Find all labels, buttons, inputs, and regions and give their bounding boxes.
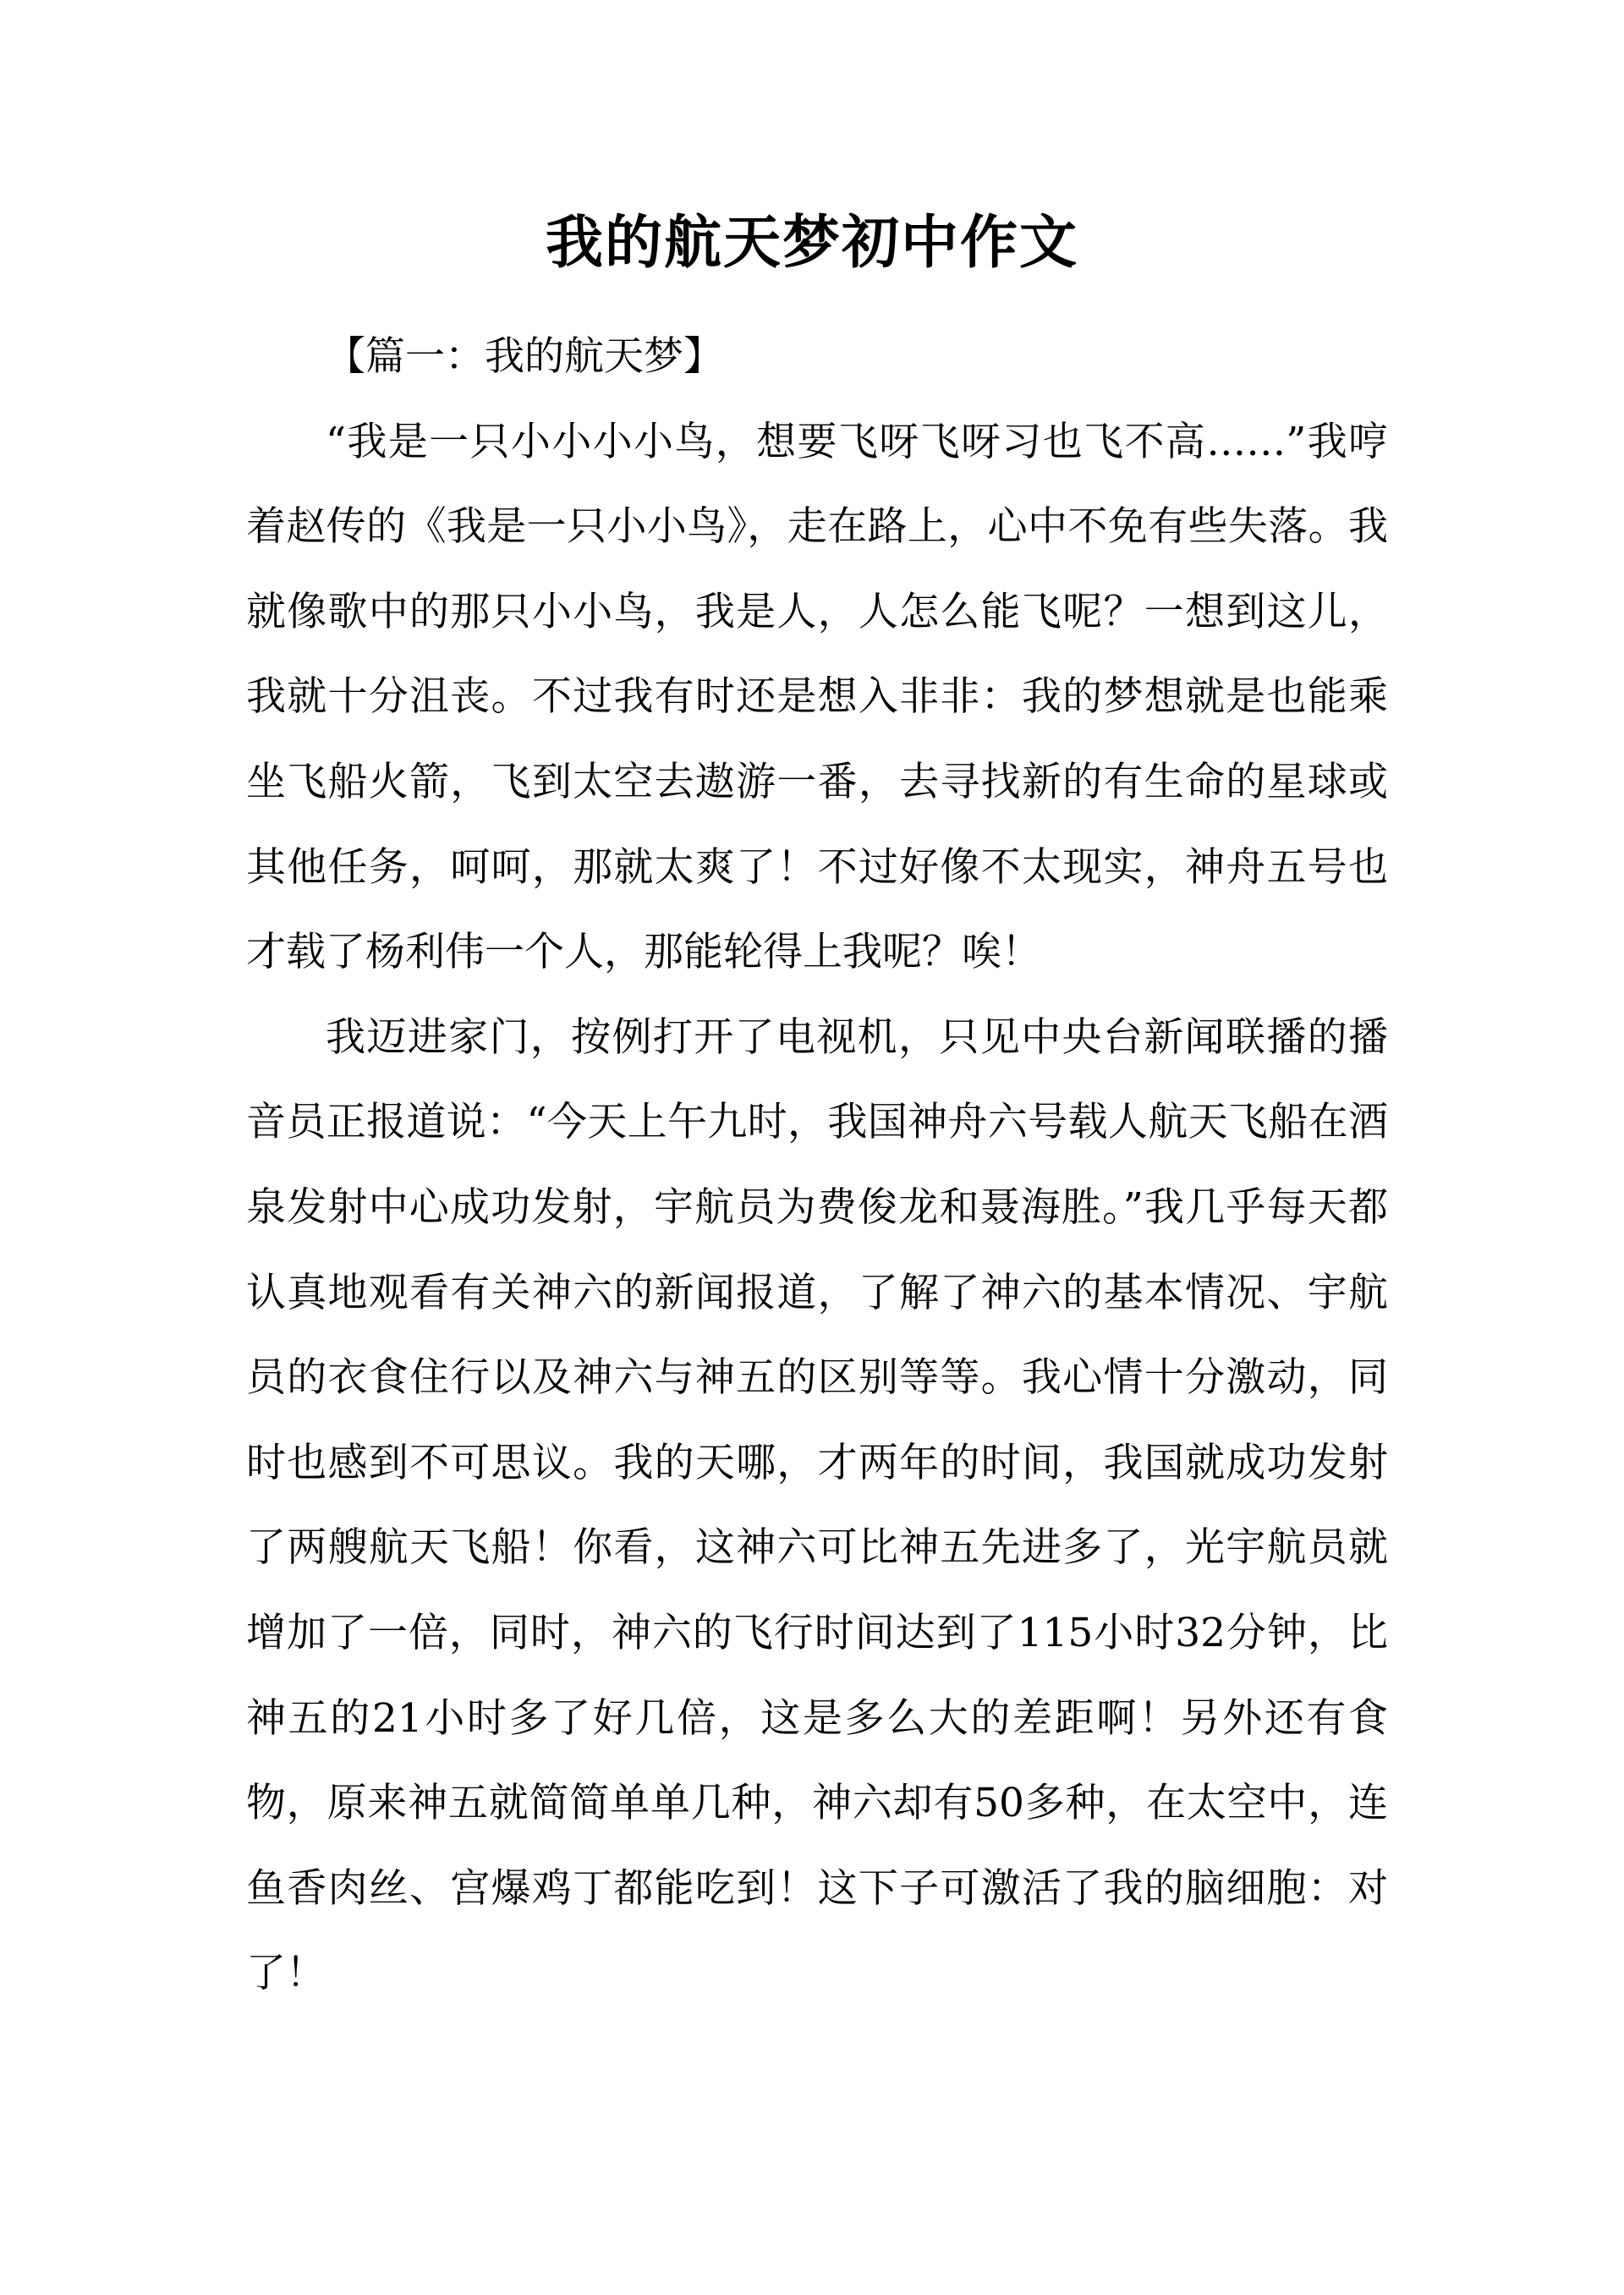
document-body: [246, 315, 1388, 2017]
section-heading: 【篇一：我的航天梦】: [326, 333, 723, 380]
document-title: 我的航天梦初中作文: [545, 210, 1078, 277]
paragraph: 我迈进家门，按例打开了电视机，只见中央台新闻联播的播音员正报道说：“今天上午九时，我国神舟六号载人航天飞船在酒泉发射中心成功发射，宇航员为费俊龙和聂海胜。”我几乎每天都认真地观看有关神六的新闻报道，了解了神六的基本情况、宇航员的衣食住行以及神六与神五的区别等等。我心情十分激动，同时也感到不可思议。我的天哪，才两年的时间，我国就成功发射了两艘航天飞船！你看，这神六可比神五先进多了，光宇航员就增加了一倍，同时，神六的飞行时间达到了115小时32分钟，比神五的21小时多了好几倍，这是多么大的差距啊！另外还有食物，原来神五就简简单单几种，神六却有50多种，在太空中，连鱼香肉丝、宫爆鸡丁都能吃到！这下子可激活了我的脑细胞：对了！: [246, 1013, 1388, 1997]
paragraph: “我是一只小小小小鸟，想要飞呀飞呀习也飞不高……”我哼着赵传的《我是一只小小鸟》，走在路上，心中不免有些失落。我就像歌中的那只小小鸟，我是人，人怎么能飞呢？一想到这儿，我就十分沮丧。不过我有时还是想入非非：我的梦想就是也能乘坐飞船火箭，飞到太空去遨游一番，去寻找新的有生命的星球或其他任务，呵呵，那就太爽了！不过好像不太现实，神舟五号也才载了杨利伟一个人，那能轮得上我呢？唉！: [246, 418, 1388, 976]
